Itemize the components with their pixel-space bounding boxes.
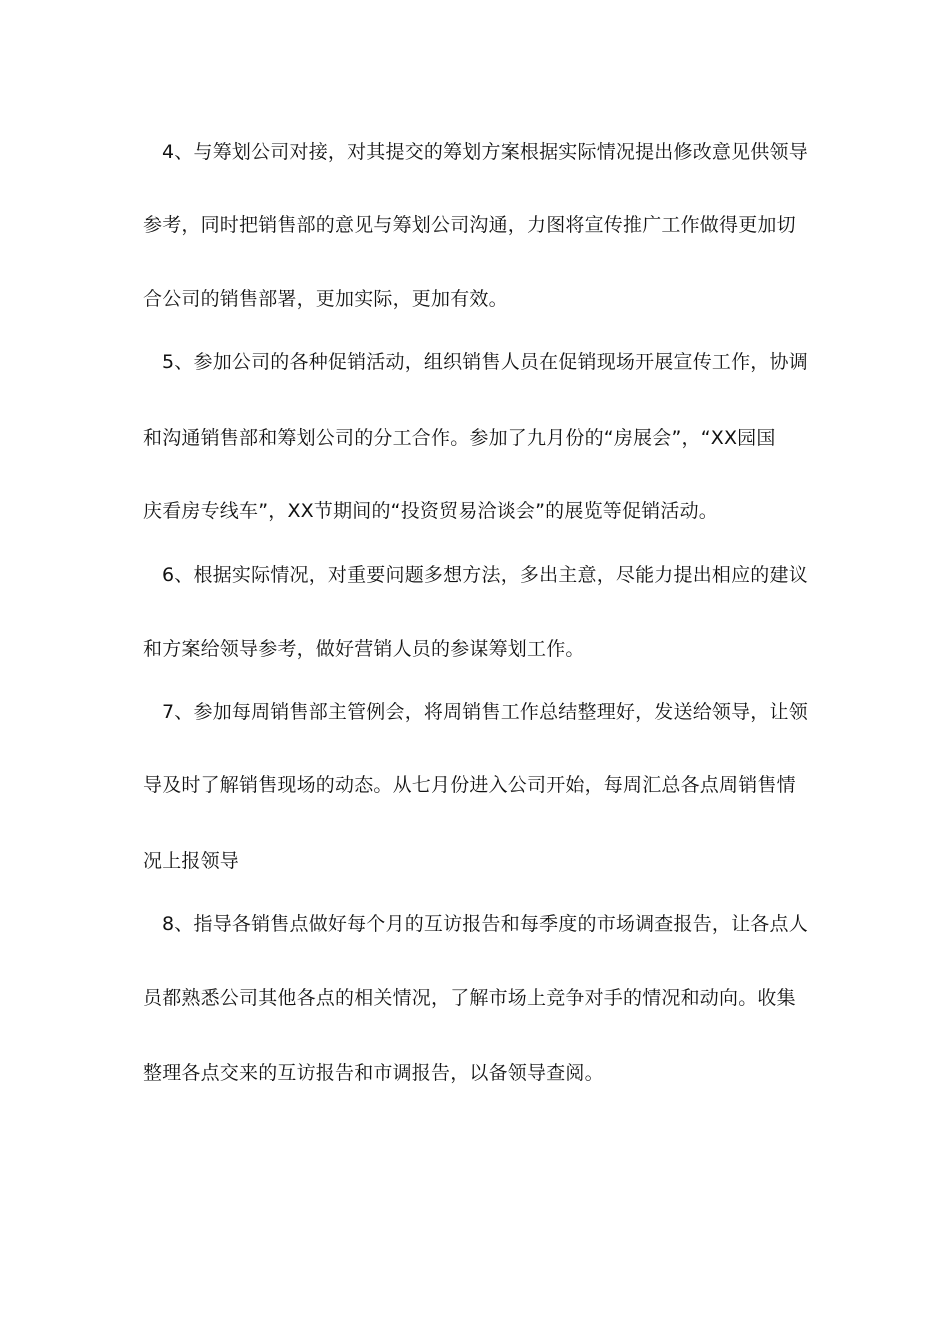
paragraph-6-line-1: 6、根据实际情况，对重要问题多想方法，多出主意，尽能力提出相应的建议 [162, 564, 808, 586]
paragraph-7-line-1: 7、参加每周销售部主管例会，将周销售工作总结整理好，发送给领导，让领 [162, 701, 808, 723]
paragraph-8-line-3: 整理各点交来的互访报告和市调报告，以备领导查阅。 [143, 1062, 604, 1084]
paragraph-7-line-3: 况上报领导 [143, 850, 240, 872]
paragraph-4-line-3: 合公司的销售部署，更加实际，更加有效。 [143, 288, 508, 310]
paragraph-8-line-1: 8、指导各销售点做好每个月的互访报告和每季度的市场调查报告，让各点人 [162, 913, 808, 935]
paragraph-4-line-2: 参考，同时把销售部的意见与筹划公司沟通，力图将宣传推广工作做得更加切 [143, 214, 796, 236]
paragraph-6-line-2: 和方案给领导参考，做好营销人员的参谋筹划工作。 [143, 638, 585, 660]
paragraph-4-line-1: 4、与筹划公司对接，对其提交的筹划方案根据实际情况提出修改意见供领导 [162, 141, 808, 163]
paragraph-8-line-2: 员都熟悉公司其他各点的相关情况，了解市场上竞争对手的情况和动向。收集 [143, 987, 796, 1009]
paragraph-5-line-2: 和沟通销售部和筹划公司的分工合作。参加了九月份的“房展会”，“XX园国 [143, 427, 776, 449]
paragraph-5-line-1: 5、参加公司的各种促销活动，组织销售人员在促销现场开展宣传工作，协调 [162, 351, 808, 373]
paragraph-5-line-3: 庆看房专线车”，XX节期间的“投资贸易洽谈会”的展览等促销活动。 [143, 500, 718, 522]
paragraph-7-line-2: 导及时了解销售现场的动态。从七月份进入公司开始，每周汇总各点周销售情 [143, 774, 796, 796]
